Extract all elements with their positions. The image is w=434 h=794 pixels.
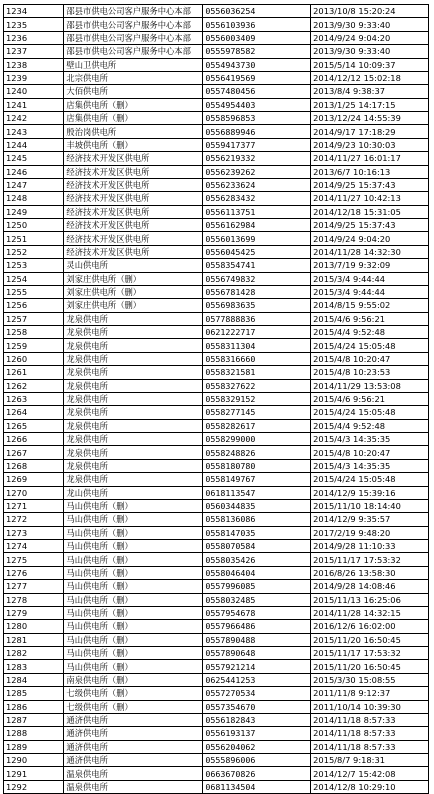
account-number-cell[interactable]: 0558180780	[203, 459, 311, 472]
account-number-cell[interactable]: 0558329152	[203, 392, 311, 405]
table-row	[4, 406, 429, 419]
unit-name-cell[interactable]: 经济技术开发区供电所	[64, 165, 203, 178]
account-number-cell[interactable]: 0557480456	[203, 85, 311, 98]
table-row	[4, 647, 429, 660]
timestamp-cell[interactable]: 2015/3/30 15:08:55	[311, 673, 429, 686]
timestamp-cell[interactable]: 2014/9/24 9:04:20	[311, 232, 429, 245]
row-index-cell[interactable]: 1241	[4, 98, 64, 111]
table-row	[4, 71, 429, 84]
account-number-cell[interactable]: 0558248826	[203, 446, 311, 459]
table-row	[4, 660, 429, 673]
row-index-cell[interactable]: 1248	[4, 192, 64, 205]
timestamp-cell[interactable]: 2015/4/6 9:56:21	[311, 312, 429, 325]
timestamp-cell[interactable]: 2015/11/10 18:14:40	[311, 499, 429, 512]
row-index-cell[interactable]: 1274	[4, 540, 64, 553]
table-row	[4, 754, 429, 767]
unit-name-cell[interactable]: 马山供电所（删）	[64, 647, 203, 660]
timestamp-cell[interactable]: 2015/4/24 15:05:48	[311, 339, 429, 352]
row-index-cell[interactable]: 1277	[4, 580, 64, 593]
timestamp-cell[interactable]: 2013/9/30 9:33:40	[311, 18, 429, 31]
table-row	[4, 499, 429, 512]
row-index-cell[interactable]: 1240	[4, 85, 64, 98]
unit-name-cell[interactable]: 龙泉供电所	[64, 419, 203, 432]
account-number-cell[interactable]: 0556045425	[203, 245, 311, 258]
account-number-cell[interactable]: 0556219332	[203, 152, 311, 165]
unit-name-cell[interactable]: 温泉供电所	[64, 767, 203, 780]
account-number-cell[interactable]: 0554954403	[203, 98, 311, 111]
table-row	[4, 31, 429, 44]
row-index-cell[interactable]: 1259	[4, 339, 64, 352]
table-row	[4, 259, 429, 272]
table-row	[4, 687, 429, 700]
row-index-cell[interactable]: 1252	[4, 245, 64, 258]
row-index-cell[interactable]: 1249	[4, 205, 64, 218]
table-row	[4, 392, 429, 405]
table-row	[4, 727, 429, 740]
unit-name-cell[interactable]: 大佰供电所	[64, 85, 203, 98]
table-row	[4, 272, 429, 285]
timestamp-cell[interactable]: 2014/12/8 10:29:10	[311, 780, 429, 793]
row-index-cell[interactable]: 1291	[4, 767, 64, 780]
row-index-cell[interactable]: 1234	[4, 5, 64, 18]
timestamp-cell[interactable]: 2011/11/8 9:12:37	[311, 687, 429, 700]
timestamp-cell[interactable]: 2013/10/8 15:20:24	[311, 5, 429, 18]
unit-name-cell[interactable]: 经济技术开发区供电所	[64, 232, 203, 245]
unit-name-cell[interactable]: 通济供电所	[64, 727, 203, 740]
timestamp-cell[interactable]: 2013/12/24 14:55:39	[311, 112, 429, 125]
table-row	[4, 339, 429, 352]
row-index-cell[interactable]: 1279	[4, 606, 64, 619]
row-index-cell[interactable]: 1288	[4, 727, 64, 740]
unit-name-cell[interactable]: 北宗供电所	[64, 71, 203, 84]
unit-name-cell[interactable]: 龙泉供电所	[64, 392, 203, 405]
timestamp-cell[interactable]: 2014/9/23 10:30:03	[311, 138, 429, 151]
unit-name-cell[interactable]: 龙山供电所	[64, 486, 203, 499]
account-number-cell[interactable]: 0558136086	[203, 513, 311, 526]
row-index-cell[interactable]: 1254	[4, 272, 64, 285]
timestamp-cell[interactable]: 2014/12/18 15:31:05	[311, 205, 429, 218]
table-row	[4, 18, 429, 31]
account-number-cell[interactable]: 0618113547	[203, 486, 311, 499]
table-row	[4, 459, 429, 472]
account-number-cell[interactable]: 0557966486	[203, 620, 311, 633]
unit-name-cell[interactable]: 通济供电所	[64, 754, 203, 767]
table-row	[4, 178, 429, 191]
account-number-cell[interactable]: 0560344835	[203, 499, 311, 512]
account-number-cell[interactable]: 0556182843	[203, 713, 311, 726]
account-number-cell[interactable]: 0663670826	[203, 767, 311, 780]
timestamp-cell[interactable]: 2015/4/3 14:35:35	[311, 459, 429, 472]
unit-name-cell[interactable]: 刘家庄供电所（删）	[64, 285, 203, 298]
account-number-cell[interactable]: 0557890648	[203, 647, 311, 660]
unit-name-cell[interactable]: 温泉供电所	[64, 780, 203, 793]
unit-name-cell[interactable]: 店集供电所（删）	[64, 112, 203, 125]
unit-name-cell[interactable]: 龙泉供电所	[64, 446, 203, 459]
row-index-cell[interactable]: 1281	[4, 633, 64, 646]
unit-name-cell[interactable]: 经济技术开发区供电所	[64, 178, 203, 191]
table-row	[4, 433, 429, 446]
account-number-cell[interactable]: 0556162984	[203, 219, 311, 232]
row-index-cell[interactable]: 1250	[4, 219, 64, 232]
unit-name-cell[interactable]: 龙泉供电所	[64, 352, 203, 365]
row-index-cell[interactable]: 1237	[4, 45, 64, 58]
account-number-cell[interactable]: 0556889946	[203, 125, 311, 138]
row-index-cell[interactable]: 1260	[4, 352, 64, 365]
table-row	[4, 379, 429, 392]
timestamp-cell[interactable]: 2014/8/15 9:55:02	[311, 299, 429, 312]
row-index-cell[interactable]: 1263	[4, 392, 64, 405]
account-number-cell[interactable]: 0557921214	[203, 660, 311, 673]
account-number-cell[interactable]: 0556103936	[203, 18, 311, 31]
account-number-cell[interactable]: 0558354741	[203, 259, 311, 272]
row-index-cell[interactable]: 1239	[4, 71, 64, 84]
table-row	[4, 446, 429, 459]
table-row	[4, 513, 429, 526]
timestamp-cell[interactable]: 2014/11/29 13:53:08	[311, 379, 429, 392]
unit-name-cell[interactable]: 经济技术开发区供电所	[64, 205, 203, 218]
timestamp-cell[interactable]: 2013/7/19 9:32:09	[311, 259, 429, 272]
timestamp-cell[interactable]: 2015/11/13 16:25:06	[311, 593, 429, 606]
timestamp-cell[interactable]: 2014/12/9 9:35:57	[311, 513, 429, 526]
table-row	[4, 312, 429, 325]
timestamp-cell[interactable]: 2014/9/17 17:18:29	[311, 125, 429, 138]
account-number-cell[interactable]: 0681134504	[203, 780, 311, 793]
table-row	[4, 326, 429, 339]
account-number-cell[interactable]: 0577888836	[203, 312, 311, 325]
row-index-cell[interactable]: 1258	[4, 326, 64, 339]
row-index-cell[interactable]: 1272	[4, 513, 64, 526]
account-number-cell[interactable]: 0555896006	[203, 754, 311, 767]
table-row	[4, 138, 429, 151]
table-row	[4, 192, 429, 205]
account-number-cell[interactable]: 0557996085	[203, 580, 311, 593]
table-row	[4, 673, 429, 686]
timestamp-cell[interactable]: 2014/11/27 16:01:17	[311, 152, 429, 165]
account-number-cell[interactable]: 0558321581	[203, 366, 311, 379]
row-index-cell[interactable]: 1266	[4, 433, 64, 446]
row-index-cell[interactable]: 1285	[4, 687, 64, 700]
table-row	[4, 419, 429, 432]
row-index-cell[interactable]: 1268	[4, 459, 64, 472]
unit-name-cell[interactable]: 经济技术开发区供电所	[64, 192, 203, 205]
table-row	[4, 473, 429, 486]
row-index-cell[interactable]: 1280	[4, 620, 64, 633]
account-number-cell[interactable]: 0557890488	[203, 633, 311, 646]
unit-name-cell[interactable]: 马山供电所（删）	[64, 593, 203, 606]
unit-name-cell[interactable]: 通济供电所	[64, 713, 203, 726]
row-index-cell[interactable]: 1267	[4, 446, 64, 459]
table-row	[4, 486, 429, 499]
timestamp-cell[interactable]: 2015/3/4 9:44:44	[311, 285, 429, 298]
row-index-cell[interactable]: 1261	[4, 366, 64, 379]
account-number-cell[interactable]: 0558282617	[203, 419, 311, 432]
unit-name-cell[interactable]: 马山供电所（删）	[64, 526, 203, 539]
table-row	[4, 85, 429, 98]
unit-name-cell[interactable]: 邵县市供电公司客户服务中心本部	[64, 5, 203, 18]
unit-name-cell[interactable]: 邵县市供电公司客户服务中心本部	[64, 45, 203, 58]
table-body	[4, 5, 429, 794]
row-index-cell[interactable]: 1246	[4, 165, 64, 178]
timestamp-cell[interactable]: 2015/11/20 16:50:45	[311, 633, 429, 646]
timestamp-cell[interactable]: 2014/11/28 14:32:30	[311, 245, 429, 258]
account-number-cell[interactable]: 0558311304	[203, 339, 311, 352]
unit-name-cell[interactable]: 龙泉供电所	[64, 366, 203, 379]
row-index-cell[interactable]: 1242	[4, 112, 64, 125]
table-row	[4, 366, 429, 379]
unit-name-cell[interactable]: 马山供电所（删）	[64, 566, 203, 579]
row-index-cell[interactable]: 1286	[4, 700, 64, 713]
timestamp-cell[interactable]: 2014/12/9 15:39:16	[311, 486, 429, 499]
account-number-cell[interactable]: 0557270534	[203, 687, 311, 700]
row-index-cell[interactable]: 1278	[4, 593, 64, 606]
unit-name-cell[interactable]: 龙泉供电所	[64, 312, 203, 325]
account-number-cell[interactable]: 0621222717	[203, 326, 311, 339]
timestamp-cell[interactable]: 2014/11/18 8:57:33	[311, 713, 429, 726]
account-number-cell[interactable]: 0556283432	[203, 192, 311, 205]
table-row	[4, 299, 429, 312]
account-number-cell[interactable]: 0556003409	[203, 31, 311, 44]
row-index-cell[interactable]: 1271	[4, 499, 64, 512]
account-number-cell[interactable]: 0556419569	[203, 71, 311, 84]
timestamp-cell[interactable]: 2017/2/19 9:48:20	[311, 526, 429, 539]
account-number-cell[interactable]: 0556239262	[203, 165, 311, 178]
unit-name-cell[interactable]: 马山供电所（删）	[64, 620, 203, 633]
account-number-cell[interactable]: 0556036254	[203, 5, 311, 18]
row-index-cell[interactable]: 1282	[4, 647, 64, 660]
unit-name-cell[interactable]: 店集供电所（删）	[64, 98, 203, 111]
timestamp-cell[interactable]: 2014/9/25 15:37:43	[311, 178, 429, 191]
timestamp-cell[interactable]: 2015/4/8 10:23:53	[311, 366, 429, 379]
row-index-cell[interactable]: 1290	[4, 754, 64, 767]
account-number-cell[interactable]: 0558046404	[203, 566, 311, 579]
row-index-cell[interactable]: 1243	[4, 125, 64, 138]
table-row	[4, 98, 429, 111]
account-number-cell[interactable]: 0558277145	[203, 406, 311, 419]
timestamp-cell[interactable]: 2014/9/28 14:08:46	[311, 580, 429, 593]
row-index-cell[interactable]: 1251	[4, 232, 64, 245]
row-index-cell[interactable]: 1284	[4, 673, 64, 686]
account-number-cell[interactable]: 0558070584	[203, 540, 311, 553]
timestamp-cell[interactable]: 2015/3/4 9:44:44	[311, 272, 429, 285]
row-index-cell[interactable]: 1265	[4, 419, 64, 432]
account-number-cell[interactable]: 0555978582	[203, 45, 311, 58]
account-number-cell[interactable]: 0556113751	[203, 205, 311, 218]
unit-name-cell[interactable]: 马山供电所（删）	[64, 660, 203, 673]
unit-name-cell[interactable]: 邵县市供电公司客户服务中心本部	[64, 31, 203, 44]
unit-name-cell[interactable]: 龙泉供电所	[64, 406, 203, 419]
row-index-cell[interactable]: 1273	[4, 526, 64, 539]
account-number-cell[interactable]: 0556193137	[203, 727, 311, 740]
table-row	[4, 232, 429, 245]
row-index-cell[interactable]: 1283	[4, 660, 64, 673]
timestamp-cell[interactable]: 2015/4/24 15:05:48	[311, 406, 429, 419]
account-number-cell[interactable]: 0558032485	[203, 593, 311, 606]
unit-name-cell[interactable]: 龙泉供电所	[64, 326, 203, 339]
row-index-cell[interactable]: 1270	[4, 486, 64, 499]
timestamp-cell[interactable]: 2015/4/4 9:52:48	[311, 326, 429, 339]
timestamp-cell[interactable]: 2015/4/8 10:20:47	[311, 352, 429, 365]
table-row	[4, 45, 429, 58]
row-index-cell[interactable]: 1244	[4, 138, 64, 151]
unit-name-cell[interactable]: 经济技术开发区供电所	[64, 152, 203, 165]
row-index-cell[interactable]: 1247	[4, 178, 64, 191]
account-number-cell[interactable]: 0556749832	[203, 272, 311, 285]
timestamp-cell[interactable]: 2014/12/7 15:42:08	[311, 767, 429, 780]
spreadsheet	[3, 4, 429, 794]
table-row	[4, 58, 429, 71]
unit-name-cell[interactable]: 龙泉供电所	[64, 459, 203, 472]
row-index-cell[interactable]: 1238	[4, 58, 64, 71]
row-index-cell[interactable]: 1269	[4, 473, 64, 486]
table-row	[4, 700, 429, 713]
account-number-cell[interactable]: 0558147035	[203, 526, 311, 539]
data-table	[3, 4, 429, 794]
timestamp-cell[interactable]: 2014/9/24 9:04:20	[311, 31, 429, 44]
account-number-cell[interactable]: 0556781428	[203, 285, 311, 298]
unit-name-cell[interactable]: 马山供电所（删）	[64, 540, 203, 553]
unit-name-cell[interactable]: 马山供电所（删）	[64, 606, 203, 619]
timestamp-cell[interactable]: 2014/9/28 11:10:33	[311, 540, 429, 553]
timestamp-cell[interactable]: 2014/9/25 15:37:43	[311, 219, 429, 232]
row-index-cell[interactable]: 1289	[4, 740, 64, 753]
unit-name-cell[interactable]: 南泉供电所（删）	[64, 673, 203, 686]
table-row	[4, 152, 429, 165]
unit-name-cell[interactable]: 七级供电所（删）	[64, 687, 203, 700]
table-row	[4, 125, 429, 138]
row-index-cell[interactable]: 1276	[4, 566, 64, 579]
unit-name-cell[interactable]: 马山供电所（删）	[64, 499, 203, 512]
timestamp-cell[interactable]: 2014/11/27 10:42:13	[311, 192, 429, 205]
timestamp-cell[interactable]: 2014/11/18 8:57:33	[311, 740, 429, 753]
table-row	[4, 219, 429, 232]
timestamp-cell[interactable]: 2016/12/6 16:02:00	[311, 620, 429, 633]
account-number-cell[interactable]: 0556204062	[203, 740, 311, 753]
timestamp-cell[interactable]: 2013/8/4 9:38:37	[311, 85, 429, 98]
unit-name-cell[interactable]: 马山供电所（删）	[64, 553, 203, 566]
unit-name-cell[interactable]: 灵山供电所	[64, 259, 203, 272]
account-number-cell[interactable]: 0558596853	[203, 112, 311, 125]
timestamp-cell[interactable]: 2015/11/20 16:50:45	[311, 660, 429, 673]
unit-name-cell[interactable]: 龙泉供电所	[64, 379, 203, 392]
account-number-cell[interactable]: 0557954678	[203, 606, 311, 619]
table-row	[4, 767, 429, 780]
account-number-cell[interactable]: 0558316660	[203, 352, 311, 365]
row-index-cell[interactable]: 1255	[4, 285, 64, 298]
unit-name-cell[interactable]: 龙泉供电所	[64, 473, 203, 486]
table-row	[4, 205, 429, 218]
account-number-cell[interactable]: 0556233624	[203, 178, 311, 191]
account-number-cell[interactable]: 0556983635	[203, 299, 311, 312]
timestamp-cell[interactable]: 2014/11/18 8:57:33	[311, 727, 429, 740]
unit-name-cell[interactable]: 通济供电所	[64, 740, 203, 753]
account-number-cell[interactable]: 0558327622	[203, 379, 311, 392]
row-index-cell[interactable]: 1236	[4, 31, 64, 44]
row-index-cell[interactable]: 1287	[4, 713, 64, 726]
timestamp-cell[interactable]: 2015/4/3 14:35:35	[311, 433, 429, 446]
unit-name-cell[interactable]: 马山供电所（删）	[64, 580, 203, 593]
unit-name-cell[interactable]: 殷治岗供电所	[64, 125, 203, 138]
table-row	[4, 526, 429, 539]
unit-name-cell[interactable]: 经济技术开发区供电所	[64, 219, 203, 232]
unit-name-cell[interactable]: 马山供电所（删）	[64, 513, 203, 526]
row-index-cell[interactable]: 1257	[4, 312, 64, 325]
table-row	[4, 245, 429, 258]
row-index-cell[interactable]: 1245	[4, 152, 64, 165]
timestamp-cell[interactable]: 2014/12/12 15:02:18	[311, 71, 429, 84]
account-number-cell[interactable]: 0625441253	[203, 673, 311, 686]
unit-name-cell[interactable]: 龙泉供电所	[64, 433, 203, 446]
timestamp-cell[interactable]: 2013/9/30 9:33:40	[311, 45, 429, 58]
timestamp-cell[interactable]: 2015/5/14 10:09:37	[311, 58, 429, 71]
row-index-cell[interactable]: 1253	[4, 259, 64, 272]
row-index-cell[interactable]: 1275	[4, 553, 64, 566]
table-row	[4, 112, 429, 125]
timestamp-cell[interactable]: 2015/11/17 17:53:32	[311, 553, 429, 566]
table-row	[4, 593, 429, 606]
unit-name-cell[interactable]: 刘家庄供电所（删）	[64, 299, 203, 312]
table-row	[4, 285, 429, 298]
table-row	[4, 633, 429, 646]
row-index-cell[interactable]: 1256	[4, 299, 64, 312]
table-row	[4, 553, 429, 566]
account-number-cell[interactable]: 0556013699	[203, 232, 311, 245]
table-row	[4, 713, 429, 726]
account-number-cell[interactable]: 0554943730	[203, 58, 311, 71]
table-row	[4, 606, 429, 619]
table-row	[4, 620, 429, 633]
account-number-cell[interactable]: 0557354670	[203, 700, 311, 713]
table-row	[4, 5, 429, 18]
row-index-cell[interactable]: 1262	[4, 379, 64, 392]
row-index-cell[interactable]: 1235	[4, 18, 64, 31]
timestamp-cell[interactable]: 2015/11/17 17:53:32	[311, 647, 429, 660]
timestamp-cell[interactable]: 2011/10/14 10:39:30	[311, 700, 429, 713]
timestamp-cell[interactable]: 2015/4/24 15:05:48	[311, 473, 429, 486]
timestamp-cell[interactable]: 2013/1/25 14:17:15	[311, 98, 429, 111]
unit-name-cell[interactable]: 丰坡供电所（删）	[64, 138, 203, 151]
unit-name-cell[interactable]: 马山供电所（删）	[64, 633, 203, 646]
timestamp-cell[interactable]: 2014/11/28 14:32:15	[311, 606, 429, 619]
table-row	[4, 540, 429, 553]
account-number-cell[interactable]: 0559417377	[203, 138, 311, 151]
table-row	[4, 165, 429, 178]
table-row	[4, 780, 429, 793]
timestamp-cell[interactable]: 2016/8/26 13:58:30	[311, 566, 429, 579]
timestamp-cell[interactable]: 2015/4/6 9:56:21	[311, 392, 429, 405]
table-row	[4, 566, 429, 579]
account-number-cell[interactable]: 0558035426	[203, 553, 311, 566]
unit-name-cell[interactable]: 刘家庄供电所（删）	[64, 272, 203, 285]
timestamp-cell[interactable]: 2013/6/7 10:16:13	[311, 165, 429, 178]
unit-name-cell[interactable]: 邵县市供电公司客户服务中心本部	[64, 18, 203, 31]
unit-name-cell[interactable]: 七级供电所（删）	[64, 700, 203, 713]
timestamp-cell[interactable]: 2015/4/4 9:52:48	[311, 419, 429, 432]
table-row	[4, 740, 429, 753]
row-index-cell[interactable]: 1264	[4, 406, 64, 419]
table-row	[4, 580, 429, 593]
timestamp-cell[interactable]: 2015/4/8 10:20:47	[311, 446, 429, 459]
unit-name-cell[interactable]: 壁山卫供电所	[64, 58, 203, 71]
unit-name-cell[interactable]: 龙泉供电所	[64, 339, 203, 352]
account-number-cell[interactable]: 0558299000	[203, 433, 311, 446]
table-row	[4, 352, 429, 365]
timestamp-cell[interactable]: 2015/8/7 9:18:31	[311, 754, 429, 767]
unit-name-cell[interactable]: 经济技术开发区供电所	[64, 245, 203, 258]
account-number-cell[interactable]: 0558149767	[203, 473, 311, 486]
row-index-cell[interactable]: 1292	[4, 780, 64, 793]
